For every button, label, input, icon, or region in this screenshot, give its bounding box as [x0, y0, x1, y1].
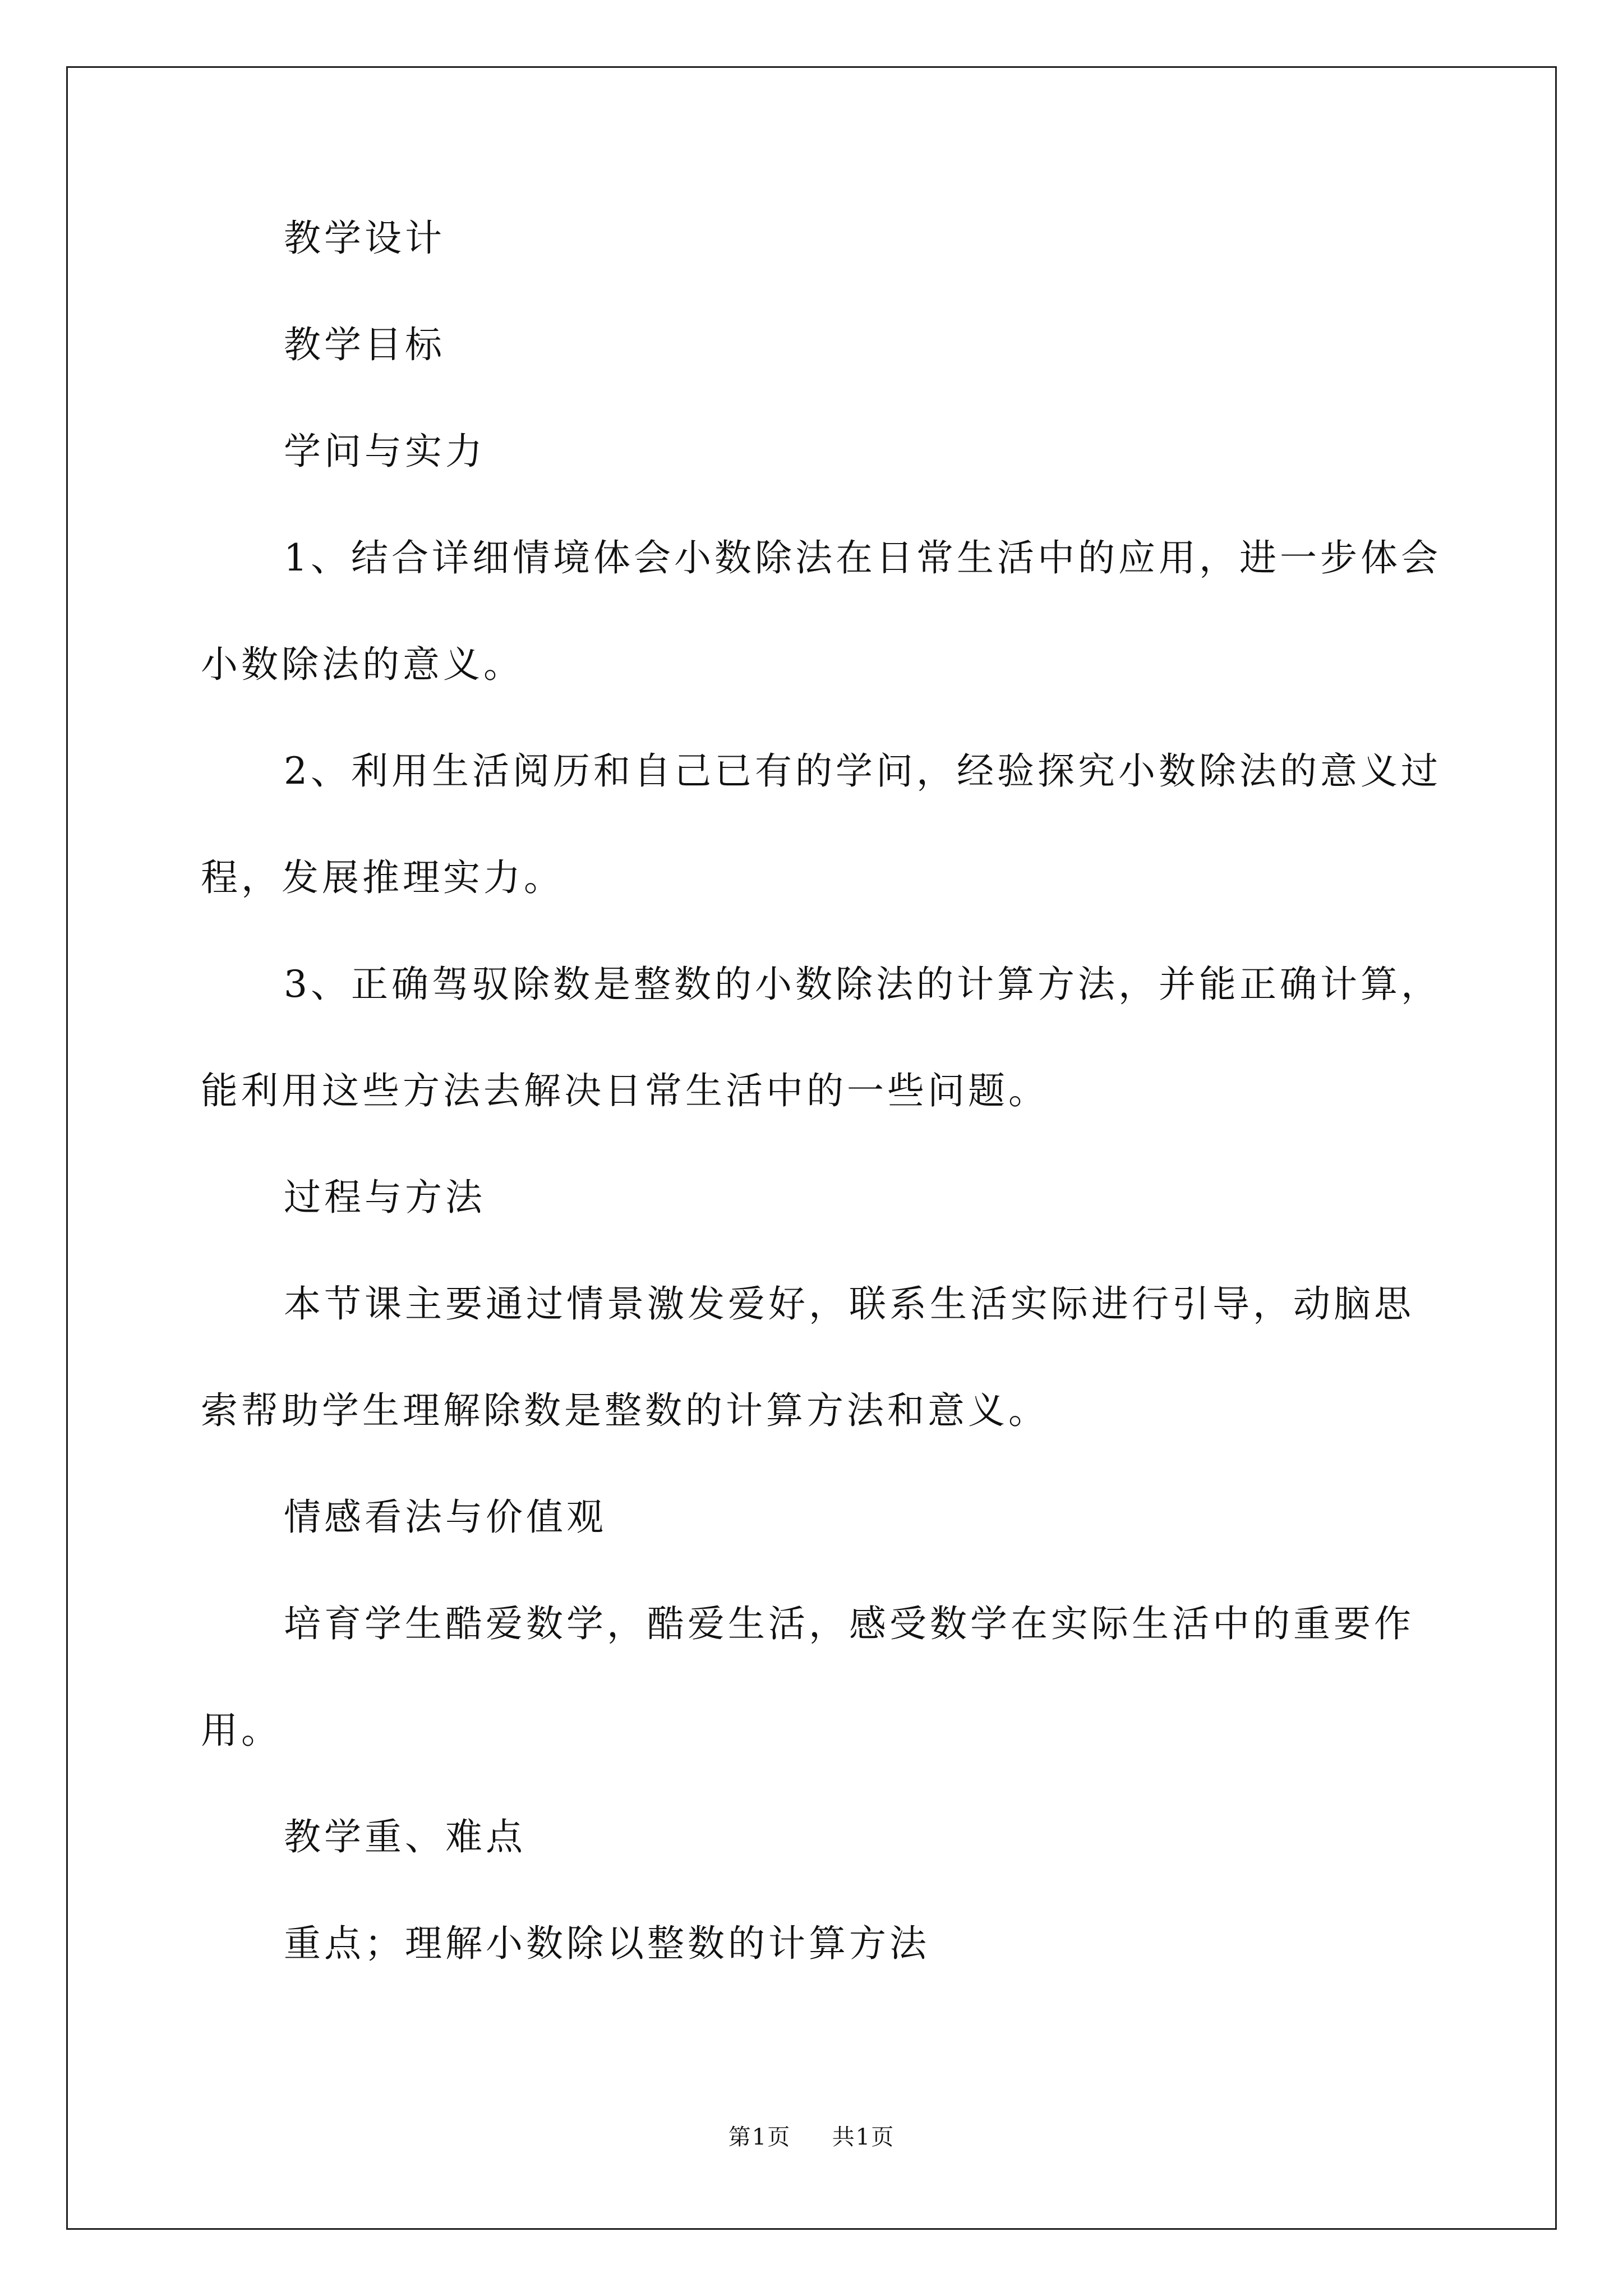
page-footer [0, 2122, 1623, 2153]
footer-spacer [799, 2124, 824, 2150]
paragraph-emotion-line-2: 用。 [201, 1709, 282, 1752]
heading-teaching-design: 教学设计 [284, 217, 445, 260]
paragraph-goal-2-line-2: 程，发展推理实力。 [201, 856, 564, 899]
paragraph-goal-3-line-1: 3、正确驾驭除数是整数的小数除法的计算方法，并能正确计算， [284, 963, 1441, 1006]
paragraph-goal-2-line-1: 2、利用生活阅历和自己已有的学问，经验探究小数除法的意义过 [284, 749, 1441, 793]
heading-key-difficult-points: 教学重、难点 [284, 1815, 526, 1858]
paragraph-goal-1-line-1: 1、结合详细情境体会小数除法在日常生活中的应用，进一步体会 [284, 536, 1441, 579]
page-total: 共1页 [832, 2124, 895, 2150]
paragraph-process-line-1: 本节课主要通过情景激发爱好，联系生活实际进行引导，动脑思 [284, 1282, 1414, 1326]
paragraph-goal-3-line-2: 能利用这些方法去解决日常生活中的一些问题。 [201, 1069, 1049, 1112]
paragraph-process-line-2: 索帮助学生理解除数是整数的计算方法和意义。 [201, 1389, 1049, 1432]
paragraph-goal-1-line-2: 小数除法的意义。 [201, 643, 524, 686]
heading-teaching-goals: 教学目标 [284, 323, 445, 366]
heading-knowledge-ability: 学问与实力 [284, 430, 486, 473]
paragraph-key-point: 重点；理解小数除以整数的计算方法 [284, 1922, 930, 1965]
paragraph-emotion-line-1: 培育学生酷爱数学，酷爱生活，感受数学在实际生活中的重要作 [284, 1602, 1414, 1645]
heading-emotion-values: 情感看法与价值观 [284, 1496, 607, 1539]
page-border [66, 66, 1557, 2230]
page-number: 第1页 [728, 2124, 791, 2150]
heading-process-method: 过程与方法 [284, 1176, 486, 1219]
